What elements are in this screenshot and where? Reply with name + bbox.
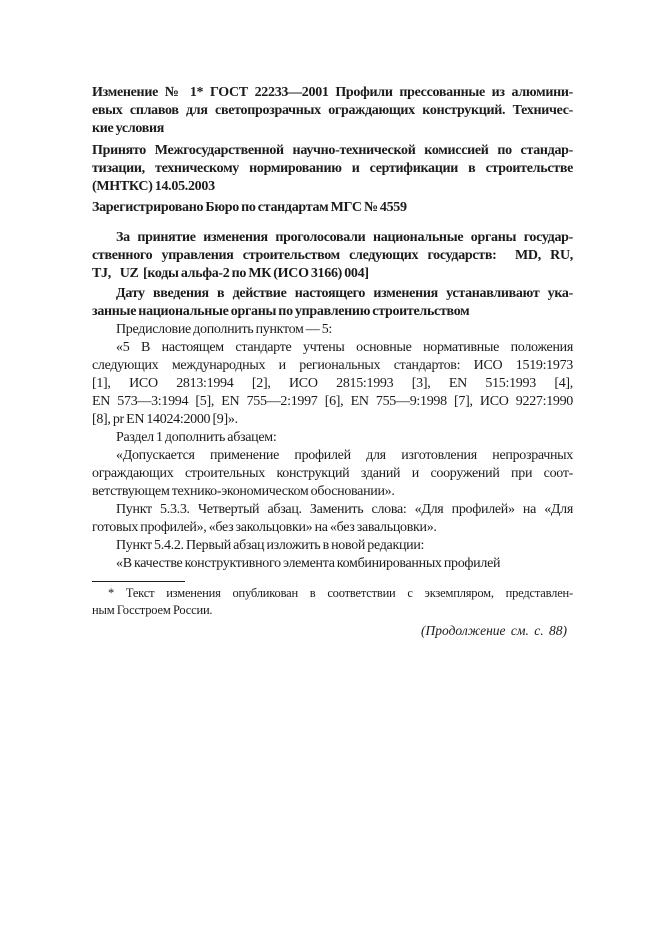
text-line: EN 573—3:1994 [5], EN 755—2:1997 [6], EN 755—9:1998 [7], ИСО 9227:1990 <box>92 394 573 409</box>
text-line: тизации, техническому нормированию и сертификации в строительстве <box>92 161 573 176</box>
paragraph-registered <box>92 199 573 217</box>
continuation-note: (Продолжение см. с. 88) <box>421 623 567 638</box>
text-line: ственного управления строительством следующих государств: MD, RU, <box>92 248 573 263</box>
paragraph-foreword-item5 <box>92 339 573 429</box>
text-line: Зарегистрировано Бюро по стандартам МГС № 4559 <box>92 200 407 215</box>
text-line: следующих международных и региональных стандартов: ИСО 1519:1973 <box>92 358 573 373</box>
text-line: Принято Межгосударственной научно-технической комиссией по стандар- <box>92 143 573 158</box>
text-line: «В качестве конструктивного элемента комбинированных профилей <box>116 556 501 571</box>
page-content <box>92 84 573 639</box>
text-line: ограждающих строительных конструкций зданий и сооружений при соот- <box>92 466 573 481</box>
text-line: Пункт 5.3.3. Четвертый абзац. Заменить слова: «Для профилей» на «Для <box>116 502 573 517</box>
paragraph-clause-542-change <box>92 537 573 555</box>
text-line: (МНТКС) 14.05.2003 <box>92 179 215 194</box>
text-line: Изменение № 1* ГОСТ 22233—2001 Профили прессованные из алюмини- <box>92 85 573 100</box>
text-line: евых сплавов для светопрозрачных ограждающих конструкций. Техничес- <box>92 103 573 118</box>
text-line: занные национальные органы по управлению строительством <box>92 304 470 319</box>
text-line: За принятие изменения проголосовали национальные органы государ- <box>116 230 573 245</box>
paragraph-clause-542-newtext <box>92 555 573 573</box>
paragraph-adopted-by <box>92 142 573 196</box>
paragraph-foreword-heading-change <box>92 321 573 339</box>
paragraph-clause-533-change <box>92 501 573 537</box>
footnote-area <box>92 585 573 619</box>
text-line: [8], pr EN 14024:2000 [9]». <box>92 412 238 427</box>
text-line: TJ, UZ [коды альфа-2 по МК (ИСО 3166) 004] <box>92 266 369 281</box>
text-line: Дату введения в действие настоящего изменения устанавливают ука- <box>116 286 573 301</box>
paragraph-effective-date <box>92 285 573 321</box>
text-line: ветствующем технико-экономическом обосновании». <box>92 484 395 499</box>
paragraph-voted-for <box>92 229 573 283</box>
text-line: * Текст изменения опубликован в соответствии с экземпляром, представлен- <box>108 586 573 600</box>
text-line: кие условия <box>92 121 165 136</box>
text-line: Пункт 5.4.2. Первый абзац изложить в новой редакции: <box>116 538 425 553</box>
paragraph-footnote <box>92 585 573 619</box>
paragraph-section1-change <box>92 429 573 447</box>
footnote-rule <box>92 581 185 582</box>
text-line: готовых профилей», «без закольцовки» на «без завальцовки». <box>92 520 437 535</box>
text-line: Предисловие дополнить пунктом — 5: <box>116 322 332 337</box>
paragraph-amendment-title <box>92 84 573 138</box>
document-body <box>92 84 573 573</box>
text-line: «5 В настоящем стандарте учтены основные нормативные положения <box>116 340 573 355</box>
text-line: [1], ИСО 2813:1994 [2], ИСО 2815:1993 [3], EN 515:1993 [4], <box>92 376 573 391</box>
text-line: Раздел 1 дополнить абзацем: <box>116 430 277 445</box>
text-line: ным Госстроем России. <box>92 603 213 617</box>
paragraph-section1-addition <box>92 447 573 501</box>
text-line: «Допускается применение профилей для изготовления непрозрачных <box>116 448 573 463</box>
